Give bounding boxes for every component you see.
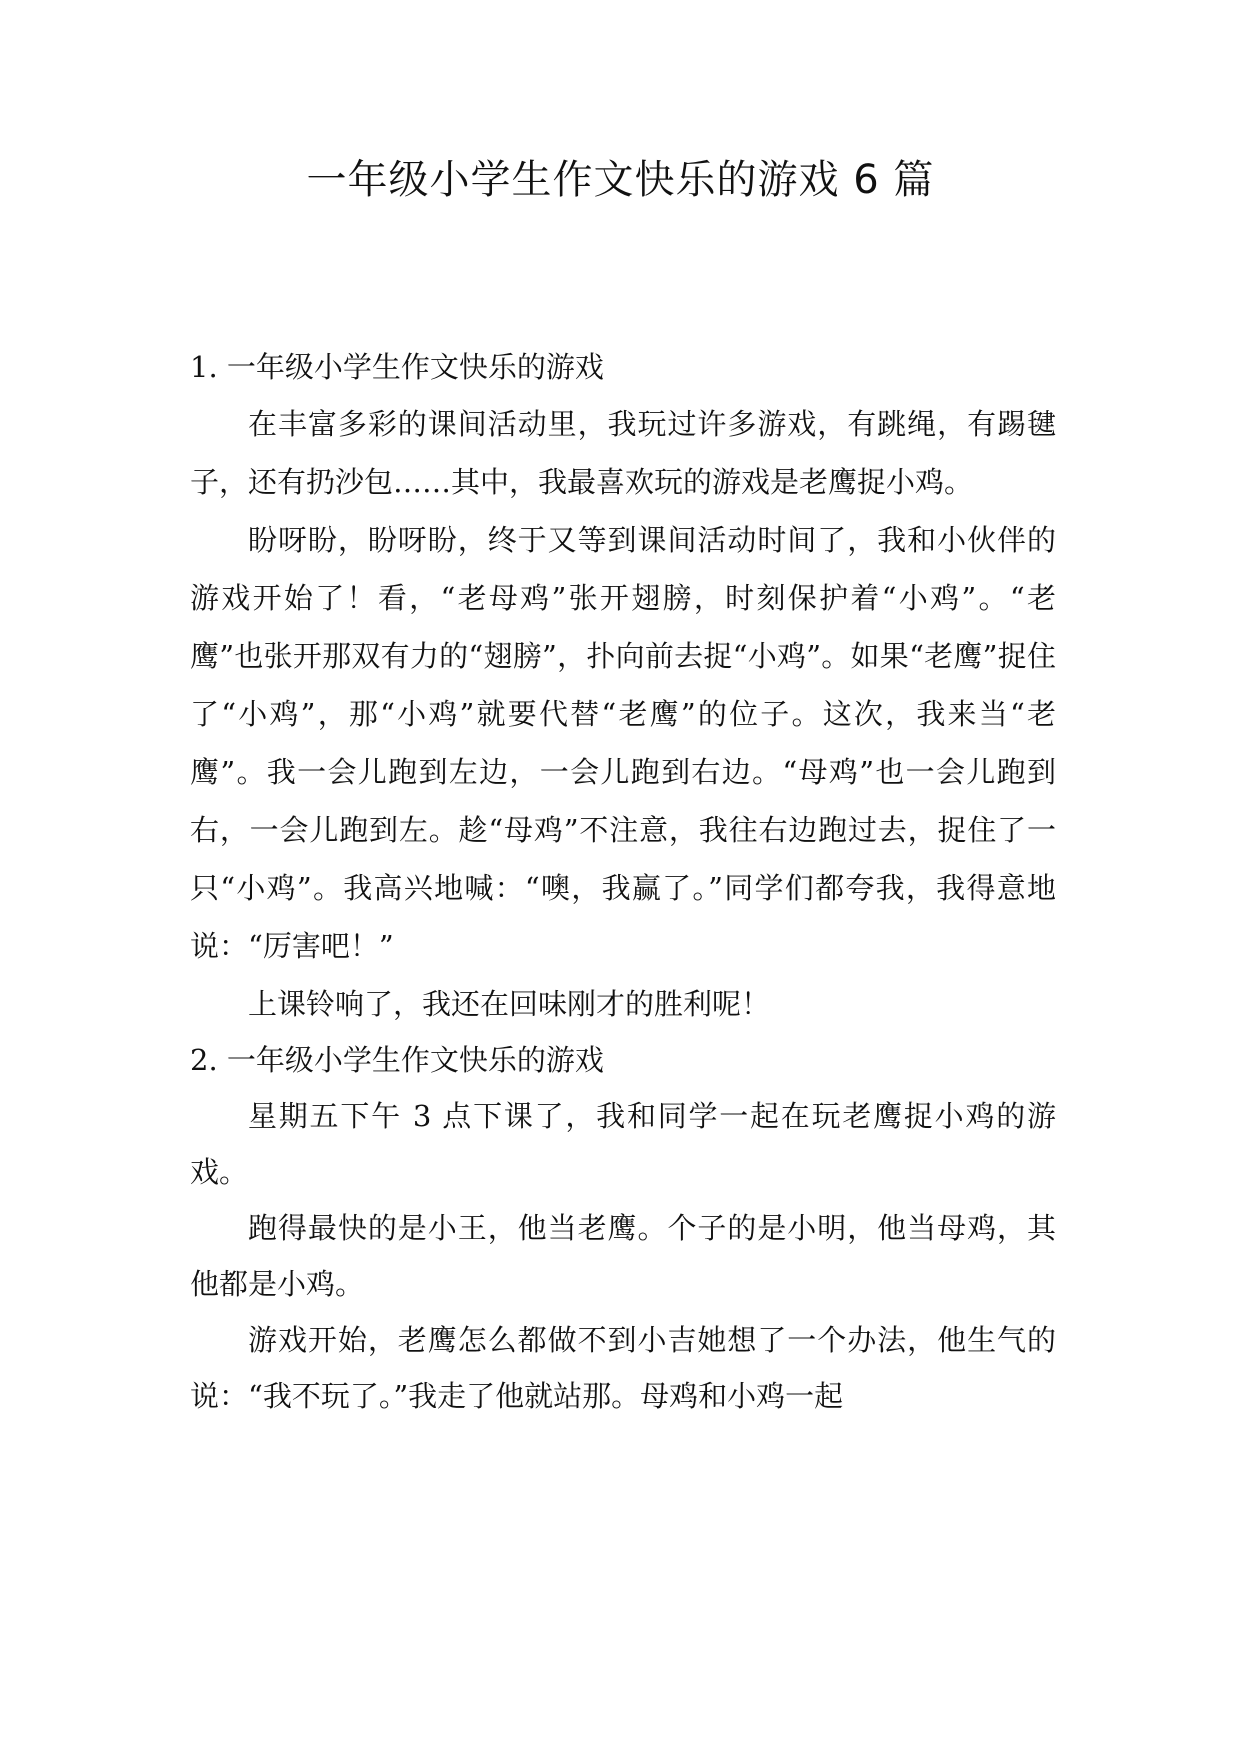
paragraph: 上课铃响了，我还在回味刚才的胜利呢！: [248, 987, 771, 1021]
document-title: 一年级小学生作文快乐的游戏 6 篇: [306, 157, 935, 203]
paragraph: 游戏开始，老鹰怎么都做不到小吉她想了一个办法，他生气的说：“我不玩了。”我走了他就站那。母鸡和小鸡一起: [190, 1323, 1056, 1413]
essay-section-2: [190, 1033, 1056, 1424]
section-heading: 1. 一年级小学生作文快乐的游戏: [190, 350, 604, 384]
paragraph: 盼呀盼，盼呀盼，终于又等到课间活动时间了，我和小伙伴的游戏开始了！看，“老母鸡”张开翅膀，时刻保护着“小鸡”。“老鹰”也张开那双有力的“翅膀”，扑向前去捉“小鸡”。如果“老鹰”捉住了“小鸡”，那“小鸡”就要代替“老鹰”的位子。这次，我来当“老鹰”。我一会儿跑到左边，一会儿跑到右边。“母鸡”也一会儿跑到右，一会儿跑到左。趁“母鸡”不注意，我往右边跑过去，捉住了一只“小鸡”。我高兴地喊：“噢，我赢了。”同学们都夸我，我得意地说：“厉害吧！”: [190, 523, 1056, 963]
paragraph: 跑得最快的是小王，他当老鹰。个子的是小明，他当母鸡，其他都是小鸡。: [190, 1211, 1056, 1301]
paragraph: 在丰富多彩的课间活动里，我玩过许多游戏，有跳绳，有踢毽子，还有扔沙包……其中，我最喜欢玩的游戏是老鹰捉小鸡。: [190, 407, 1056, 499]
essay-section-1: [190, 340, 1056, 1033]
section-heading: 2. 一年级小学生作文快乐的游戏: [190, 1043, 604, 1077]
paragraph: 星期五下午 3 点下课了，我和同学一起在玩老鹰捉小鸡的游戏。: [190, 1099, 1056, 1189]
document-body: [190, 340, 1056, 1424]
